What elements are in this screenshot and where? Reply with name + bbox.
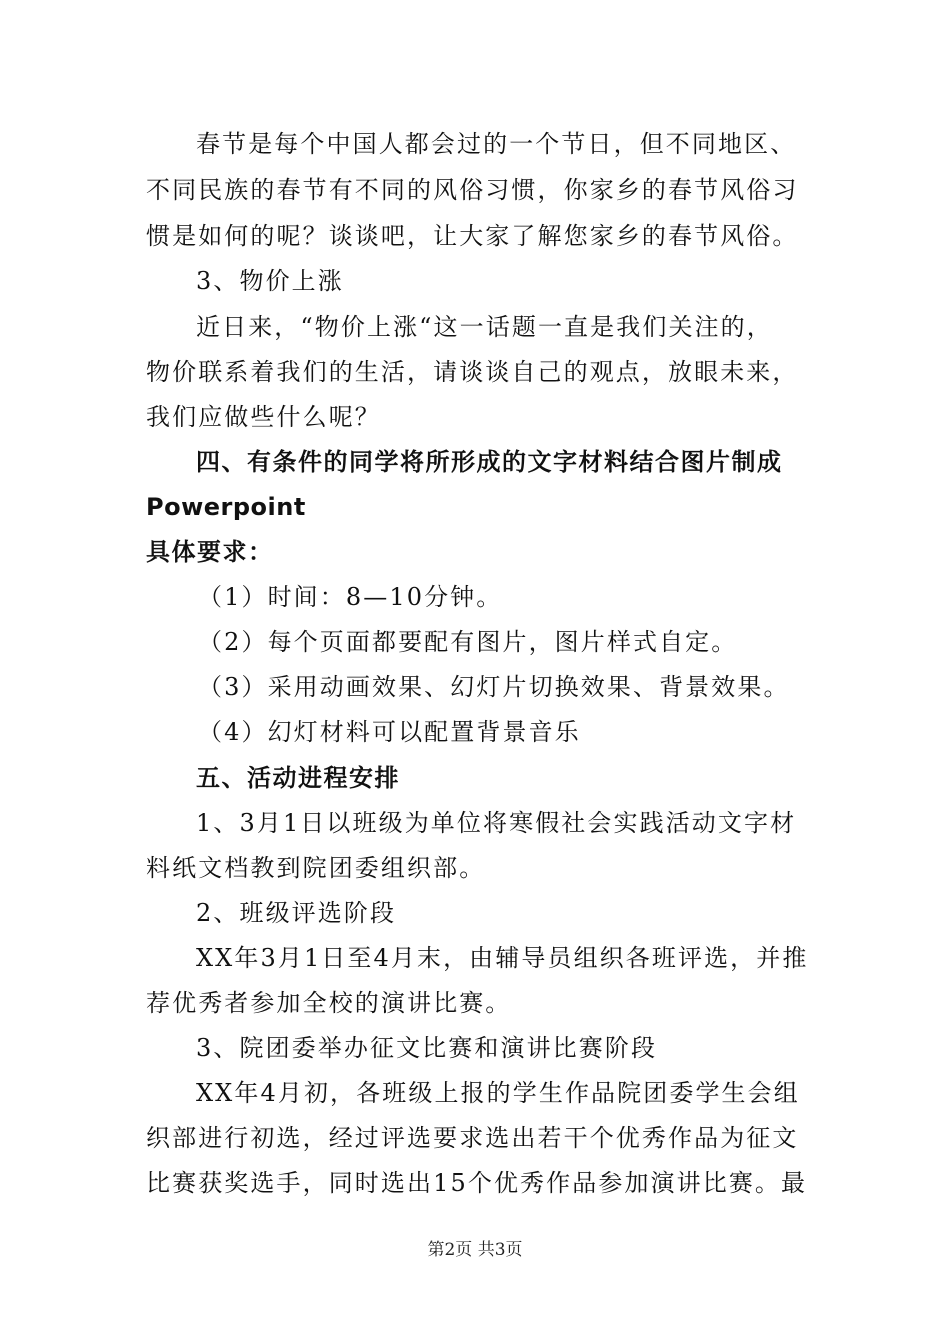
paragraph-line: XX年4月初，各班级上报的学生作品院团委学生会组: [196, 1079, 800, 1107]
section-heading-bold: 五、活动进程安排: [196, 764, 400, 792]
paragraph-line: 物价联系着我们的生活，请谈谈自己的观点，放眼未来，: [146, 358, 799, 386]
paragraph-line: 料纸文档教到院团委组织部。: [146, 854, 486, 882]
section-heading: 3、院团委举办征文比赛和演讲比赛阶段: [196, 1034, 658, 1062]
paragraph-line: 惯是如何的呢？谈谈吧，让大家了解您家乡的春节风俗。: [146, 222, 799, 250]
requirement-item: （4）幻灯材料可以配置背景音乐: [198, 718, 581, 746]
paragraph-line: XX年3月1日至4月末，由辅导员组织各班评选，并推: [196, 944, 809, 972]
section-heading: 2、班级评选阶段: [196, 899, 397, 927]
section-heading-bold: 四、有条件的同学将所形成的文字材料结合图片制成: [196, 448, 783, 476]
requirements-heading: 具体要求：: [146, 538, 274, 566]
paragraph-line: 荐优秀者参加全校的演讲比赛。: [146, 989, 512, 1017]
paragraph-line: 我们应做些什么呢？: [146, 403, 381, 431]
requirement-item: （2）每个页面都要配有图片，图片样式自定。: [198, 628, 738, 656]
paragraph-line: 织部进行初选，经过评选要求选出若干个优秀作品为征文: [146, 1124, 799, 1152]
paragraph-line: 春节是每个中国人都会过的一个节日，但不同地区、: [196, 130, 797, 158]
paragraph-line: 比赛获奖选手，同时选出15个优秀作品参加演讲比赛。最: [146, 1169, 808, 1197]
paragraph-line: 不同民族的春节有不同的风俗习惯，你家乡的春节风俗习: [146, 176, 799, 204]
page-footer: 第2页 共3页: [427, 1240, 523, 1260]
section-heading: 3、物价上涨: [196, 267, 344, 295]
paragraph-line: 近日来，“物价上涨“这一话题一直是我们关注的，: [196, 313, 773, 341]
requirement-item: （3）采用动画效果、幻灯片切换效果、背景效果。: [198, 673, 790, 701]
section-heading-bold: Powerpoint: [146, 493, 306, 521]
requirement-item: （1）时间：8—10分钟。: [198, 583, 503, 611]
paragraph-line: 1、3月1日以班级为单位将寒假社会实践活动文字材: [196, 809, 797, 837]
